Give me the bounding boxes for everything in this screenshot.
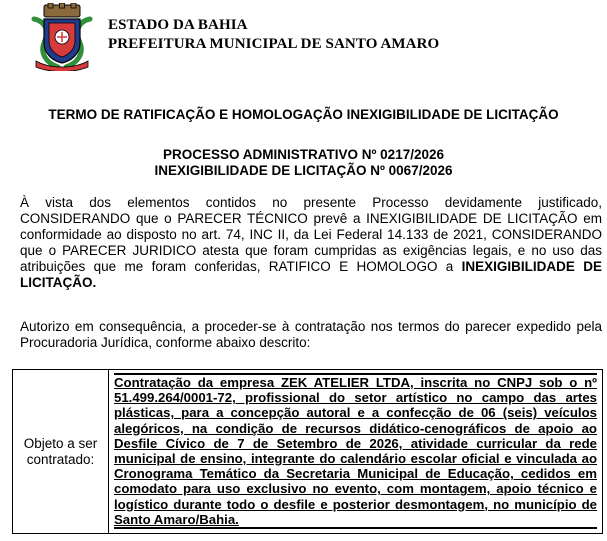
- document-title: TERMO DE RATIFICAÇÃO E HOMOLOGAÇÃO INEXIGIBILIDADE DE LICITAÇÃO: [48, 107, 559, 122]
- municipal-coat-of-arms-logo: [30, 3, 94, 71]
- process-number: PROCESSO ADMINISTRATIVO Nº 0217/2026: [162, 147, 444, 162]
- authorization-paragraph: Autorizo em consequência, a proceder-se à contratação nos termos do parecer expedido pela Procuradoria Jurídica, conforme abaixo descrito:: [20, 319, 602, 350]
- object-description: Contratação da empresa ZEK ATELIER LTDA, inscrita no CNPJ sob o nº 51.499.264/0001-72, profissional do setor artístico no campo das artes plásticas, para a concepção autoral e a confecção de 06 (seis) veículos alegóricos, na condição de recursos didático-cenográficos de apoio ao Desfile Cívico de 7 de Setembro de 2026, atividade curricular da rede municipal de ensino, integrante do calendário escolar oficial e vinculada ao Cronograma Temático da Secretaria Municipal de Educação, cedidos em comodato para uso exclusivo no evento, com montagem, apoio técnico e logístico durante todo o desfile e posterior desmontagem, no município de Santo Amaro/Bahia.: [114, 373, 597, 529]
- letterhead: [108, 16, 439, 54]
- ratification-text: À vista dos elementos contidos no presente Processo devidamente justificado, CONSIDERANDO que o PARECER TÉCNICO prevê a INEXIGIBILIDADE DE LICITAÇÃO em conformidade ao disposto no art. 74, INC II, da Lei Federal 14.133 de 2021, CONSIDERANDO que o PARECER JURIDICO atesta que foram cumpridas as exigências legais, e no uso das atribuições que me foram conferidas, RATIFICO E HOMOLOGO a: [20, 195, 602, 274]
- object-table: [12, 369, 603, 534]
- table-row: [13, 370, 603, 534]
- ratification-paragraph: [20, 195, 602, 291]
- inexigibility-number: INEXIGIBILIDADE DE LICITAÇÃO Nº 0067/2026: [154, 163, 453, 178]
- object-label: Objeto a ser contratado:: [13, 370, 109, 534]
- ratification-bold-text: INEXIGIBILIDADE DE LICITAÇÃO.: [20, 259, 602, 290]
- municipality-name: PREFEITURA MUNICIPAL DE SANTO AMARO: [108, 36, 440, 52]
- state-name: ESTADO DA BAHIA: [108, 17, 248, 33]
- object-cell: [109, 370, 603, 534]
- process-heading: [0, 147, 607, 179]
